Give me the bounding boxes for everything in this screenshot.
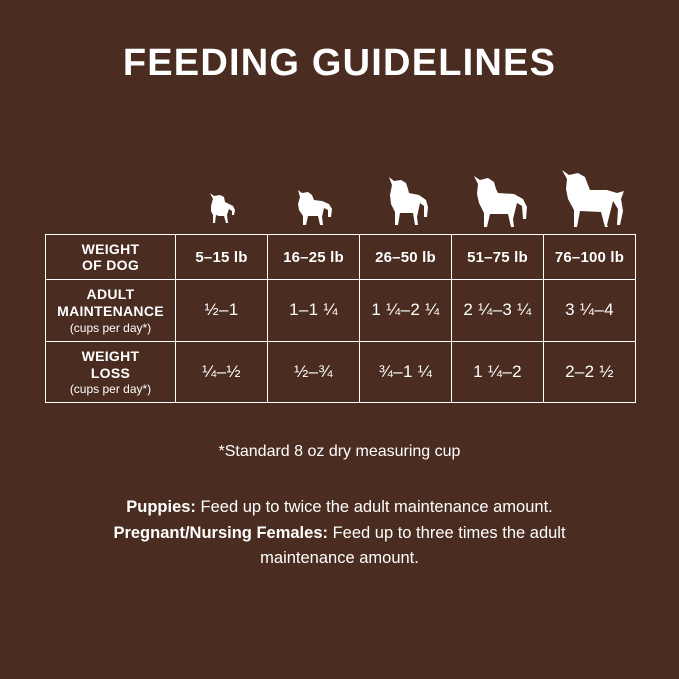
row-sublabel: (cups per day*) xyxy=(69,320,152,335)
note-pregnant-line1 xyxy=(70,521,609,547)
measuring-cup-footnote: *Standard 8 oz dry measuring cup xyxy=(218,443,461,460)
table-row xyxy=(46,341,636,403)
cell-loss-0: ¼–½ xyxy=(176,341,268,403)
note-pregnant-label: Pregnant/Nursing Females: xyxy=(113,523,328,542)
note-puppies-text: Feed up to twice the adult maintenance amount. xyxy=(195,498,553,516)
pointer-silhouette-icon xyxy=(452,150,544,235)
column-header-2: 26–50 lb xyxy=(360,235,452,280)
row-header-weight-loss xyxy=(46,341,176,403)
cell-loss-1: ½–¾ xyxy=(268,341,360,403)
column-header-3: 51–75 lb xyxy=(452,235,544,280)
table-row xyxy=(46,280,636,342)
column-header-4: 76–100 lb xyxy=(544,235,636,280)
note-pregnant-line2 xyxy=(70,546,609,572)
dog-silhouette-row xyxy=(176,150,636,235)
column-header-1: 16–25 lb xyxy=(268,235,360,280)
row-label-line1: WEIGHT xyxy=(81,347,140,364)
feeding-table xyxy=(45,234,636,403)
note-puppies xyxy=(70,495,609,521)
cell-adult-0: ½–1 xyxy=(176,280,268,342)
row-label-line2: MAINTENANCE xyxy=(57,302,164,319)
boxer-silhouette-icon xyxy=(360,150,452,235)
cell-adult-4: 3 ¼–4 xyxy=(544,280,636,342)
page-title: FEEDING GUIDELINES xyxy=(122,42,557,84)
cell-loss-2: ¾–1 ¼ xyxy=(360,341,452,403)
cell-adult-2: 1 ¼–2 ¼ xyxy=(360,280,452,342)
header-weight-line1: WEIGHT xyxy=(81,241,140,257)
cell-loss-4: 2–2 ½ xyxy=(544,341,636,403)
chihuahua-silhouette-icon xyxy=(176,150,268,235)
feeding-notes xyxy=(0,495,679,572)
row-sublabel: (cups per day*) xyxy=(69,382,152,397)
row-label-line1: ADULT xyxy=(86,286,135,303)
column-header-0: 5–15 lb xyxy=(176,235,268,280)
terrier-silhouette-icon xyxy=(268,150,360,235)
cell-adult-1: 1–1 ¼ xyxy=(268,280,360,342)
cell-loss-3: 1 ¼–2 xyxy=(452,341,544,403)
row-label-line2: LOSS xyxy=(90,364,131,381)
row-header-adult-maintenance xyxy=(46,280,176,342)
cell-adult-3: 2 ¼–3 ¼ xyxy=(452,280,544,342)
retriever-silhouette-icon xyxy=(544,150,636,235)
note-puppies-label: Puppies: xyxy=(126,498,196,516)
note-pregnant-text: Feed up to three times the adult xyxy=(328,523,566,542)
header-weight-line2: OF DOG xyxy=(81,257,140,274)
note-pregnant-text-cont: maintenance amount. xyxy=(260,549,419,568)
header-weight-of-dog xyxy=(46,235,176,280)
table-header-row xyxy=(46,235,636,280)
